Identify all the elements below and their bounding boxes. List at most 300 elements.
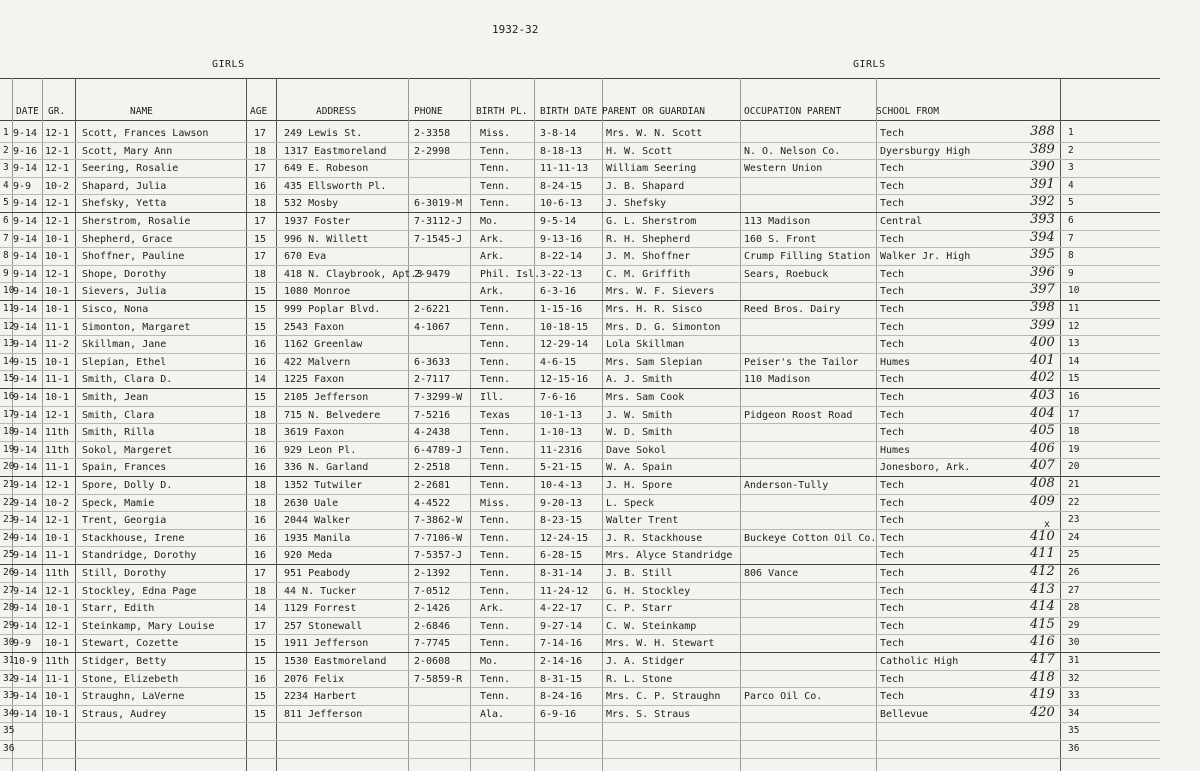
name-cell: Spain, Frances <box>82 462 167 474</box>
address-cell: 929 Leon Pl. <box>284 444 357 456</box>
date-cell: 9-14 <box>13 497 38 509</box>
birth-date-cell: 4-6-15 <box>540 356 577 368</box>
age-cell: 18 <box>254 427 267 439</box>
grade-cell: 10-1 <box>45 251 70 263</box>
birth-date-cell: 8-31-15 <box>540 673 583 685</box>
occupation-cell: Pidgeon Roost Road <box>744 409 853 421</box>
address-cell: 532 Mosby <box>284 198 339 210</box>
occupation-cell: 160 S. Front <box>744 233 817 245</box>
date-cell: 9-14 <box>13 532 38 544</box>
parent-cell: R. H. Shepherd <box>606 233 691 245</box>
birth-place-cell: Tenn. <box>480 620 511 632</box>
parent-cell: L. Speck <box>606 497 655 509</box>
name-cell: Standridge, Dorothy <box>82 550 197 562</box>
name-cell: Seering, Rosalie <box>82 163 179 175</box>
table-row <box>0 670 1200 688</box>
parent-cell: Mrs. Alyce Standridge <box>606 550 733 562</box>
grade-cell: 11-1 <box>45 550 70 562</box>
date-cell: 9-14 <box>13 462 38 474</box>
parent-cell: J. R. Stackhouse <box>606 532 703 544</box>
grade-cell: 11-1 <box>45 462 70 474</box>
right-row-number: 16 <box>1068 391 1080 402</box>
school-cell: Tech <box>880 691 905 703</box>
name-cell: Shoffner, Pauline <box>82 251 185 263</box>
birth-date-cell: 11-11-13 <box>540 163 589 175</box>
parent-cell: Mrs. W. F. Sievers <box>606 286 715 298</box>
birth-place-cell: Tenn. <box>480 515 511 527</box>
row-number: 34 <box>3 707 15 719</box>
record-number: 409 <box>1030 493 1055 509</box>
school-cell: Tech <box>880 339 905 351</box>
table-row <box>0 212 1200 230</box>
phone-cell: 4-1067 <box>414 321 451 333</box>
birth-date-cell: 7-6-16 <box>540 392 577 403</box>
address-cell: 435 Ellsworth Pl. <box>284 180 387 192</box>
header-address: ADDRESS <box>316 106 357 117</box>
grade-cell: 12-1 <box>45 128 70 139</box>
parent-cell: Dave Sokol <box>606 444 667 456</box>
school-cell: Bellevue <box>880 708 929 720</box>
row-number: 13 <box>3 338 15 350</box>
parent-cell: Walter Trent <box>606 515 679 527</box>
record-number: 391 <box>1030 176 1055 192</box>
name-cell: Stackhouse, Irene <box>82 532 185 544</box>
row-number: 26 <box>3 567 15 578</box>
right-row-number: 14 <box>1068 355 1080 367</box>
birth-place-cell: Miss. <box>480 497 511 509</box>
school-cell: Tech <box>880 620 905 632</box>
table-row <box>0 511 1200 529</box>
birth-place-cell: Tenn. <box>480 163 511 175</box>
address-cell: 2076 Felix <box>284 673 345 685</box>
parent-cell: G. L. Sherstrom <box>606 216 697 227</box>
address-cell: 1352 Tutwiler <box>284 480 363 491</box>
phone-cell: 2-1392 <box>414 568 451 579</box>
parent-cell: J. W. Smith <box>606 409 673 421</box>
table-row <box>0 177 1200 195</box>
birth-place-cell: Ark. <box>480 251 505 263</box>
occupation-cell: 113 Madison <box>744 216 811 227</box>
date-cell: 9-9 <box>13 180 32 192</box>
record-number: 403 <box>1030 388 1055 403</box>
address-cell: 249 Lewis St. <box>284 128 363 139</box>
right-row-number: 27 <box>1068 584 1080 596</box>
parent-cell: Mrs. H. R. Sisco <box>606 304 703 315</box>
right-row-number: 1 <box>1068 127 1074 138</box>
date-cell: 9-9 <box>13 638 32 650</box>
row-number: 17 <box>3 408 15 420</box>
header-occupation: OCCUPATION PARENT <box>744 106 842 117</box>
parent-cell: Mrs. S. Straus <box>606 708 691 720</box>
row-number: 28 <box>3 602 15 614</box>
x-mark: x <box>1044 519 1051 530</box>
age-cell: 15 <box>254 233 267 245</box>
age-cell: 18 <box>254 198 267 210</box>
address-cell: 1317 Eastmoreland <box>284 145 387 157</box>
age-cell: 15 <box>254 392 267 403</box>
age-cell: 15 <box>254 691 267 703</box>
birth-date-cell: 12-24-15 <box>540 532 589 544</box>
age-cell: 16 <box>254 444 267 456</box>
grade-cell: 10-2 <box>45 180 70 192</box>
grade-cell: 10-1 <box>45 286 70 298</box>
grade-cell: 11-1 <box>45 374 70 386</box>
name-cell: Sokol, Margeret <box>82 444 173 456</box>
occupation-cell: 110 Madison <box>744 374 811 386</box>
table-row <box>0 494 1200 512</box>
age-cell: 16 <box>254 462 267 474</box>
record-number: 389 <box>1030 141 1055 157</box>
school-cell: Tech <box>880 550 905 562</box>
phone-cell: 7-5357-J <box>414 550 463 562</box>
birth-date-cell: 9-27-14 <box>540 620 583 632</box>
parent-cell: Lola Skillman <box>606 339 685 351</box>
parent-cell: William Seering <box>606 163 697 175</box>
date-cell: 9-14 <box>13 620 38 632</box>
parent-cell: G. H. Stockley <box>606 585 691 597</box>
phone-cell: 2-3358 <box>414 128 451 139</box>
name-cell: Scott, Mary Ann <box>82 145 173 157</box>
birth-date-cell: 1-15-16 <box>540 304 583 315</box>
table-row <box>0 441 1200 459</box>
grade-cell: 11th <box>45 656 70 667</box>
grade-cell: 10-1 <box>45 638 70 650</box>
birth-date-cell: 5-21-15 <box>540 462 583 474</box>
birth-place-cell: Tenn. <box>480 427 511 439</box>
address-cell: 422 Malvern <box>284 356 351 368</box>
age-cell: 16 <box>254 356 267 368</box>
birth-date-cell: 10-4-13 <box>540 480 583 491</box>
phone-cell: 2-0608 <box>414 656 451 667</box>
right-row-number: 25 <box>1068 549 1080 561</box>
right-row-number: 35 <box>1068 725 1080 737</box>
parent-cell: A. J. Smith <box>606 374 673 386</box>
address-cell: 2630 Uale <box>284 497 339 509</box>
record-number: 420 <box>1030 704 1055 720</box>
parent-cell: J. A. Stidger <box>606 656 685 667</box>
birth-place-cell: Tenn. <box>480 585 511 597</box>
address-cell: 2543 Faxon <box>284 321 345 333</box>
date-cell: 10-9 <box>13 656 38 667</box>
grade-cell: 10-1 <box>45 233 70 245</box>
right-row-number: 21 <box>1068 479 1080 490</box>
record-number: 411 <box>1030 546 1055 562</box>
table-row <box>0 353 1200 371</box>
table-row <box>0 335 1200 353</box>
phone-cell: 7-5216 <box>414 409 451 421</box>
date-cell: 9-14 <box>13 427 38 439</box>
school-cell: Dyersburgy High <box>880 145 971 157</box>
address-cell: 1937 Foster <box>284 216 351 227</box>
right-row-number: 34 <box>1068 707 1080 719</box>
right-row-number: 23 <box>1068 514 1080 526</box>
grade-cell: 12-1 <box>45 620 70 632</box>
right-row-number: 30 <box>1068 637 1080 649</box>
phone-cell: 7-3112-J <box>414 216 463 227</box>
row-number: 6 <box>3 215 9 226</box>
header-grade: GR. <box>48 106 66 117</box>
birth-place-cell: Tenn. <box>480 374 511 386</box>
right-row-number: 8 <box>1068 250 1074 262</box>
record-number: 412 <box>1030 564 1055 579</box>
name-cell: Scott, Frances Lawson <box>82 128 209 139</box>
right-row-number: 11 <box>1068 303 1080 314</box>
school-cell: Tech <box>880 497 905 509</box>
record-number: 405 <box>1030 423 1055 439</box>
name-cell: Stewart, Cozette <box>82 638 179 650</box>
right-row-number: 5 <box>1068 197 1074 209</box>
table-row <box>0 705 1200 723</box>
phone-cell: 6-4789-J <box>414 444 463 456</box>
record-number: 416 <box>1030 634 1055 650</box>
age-cell: 14 <box>254 603 267 615</box>
birth-place-cell: Ark. <box>480 286 505 298</box>
date-cell: 9-14 <box>13 585 38 597</box>
right-row-number: 24 <box>1068 531 1080 543</box>
age-cell: 15 <box>254 321 267 333</box>
table-row <box>0 476 1200 494</box>
address-cell: 670 Eva <box>284 251 327 263</box>
date-cell: 9-14 <box>13 321 38 333</box>
school-cell: Tech <box>880 374 905 386</box>
right-row-number: 15 <box>1068 373 1080 385</box>
name-cell: Straughn, LaVerne <box>82 691 185 703</box>
right-row-number: 19 <box>1068 443 1080 455</box>
phone-cell: 7-3862-W <box>414 515 463 527</box>
school-cell: Tech <box>880 180 905 192</box>
table-row <box>0 564 1200 582</box>
school-cell: Jonesboro, Ark. <box>880 462 971 474</box>
date-cell: 9-14 <box>13 128 38 139</box>
name-cell: Shefsky, Yetta <box>82 198 167 210</box>
phone-cell: 2-7117 <box>414 374 451 386</box>
address-cell: 3619 Faxon <box>284 427 345 439</box>
table-row <box>0 194 1200 212</box>
right-row-number: 18 <box>1068 426 1080 438</box>
birth-date-cell: 9-20-13 <box>540 497 583 509</box>
grade-cell: 12-1 <box>45 145 70 157</box>
right-row-number: 28 <box>1068 602 1080 614</box>
birth-date-cell: 8-31-14 <box>540 568 583 579</box>
parent-cell: W. D. Smith <box>606 427 673 439</box>
right-row-number: 33 <box>1068 690 1080 702</box>
date-cell: 9-14 <box>13 480 38 491</box>
table-row <box>0 247 1200 265</box>
parent-cell: J. Shefsky <box>606 198 667 210</box>
name-cell: Sherstrom, Rosalie <box>82 216 191 227</box>
row-number: 25 <box>3 549 15 561</box>
table-row <box>0 652 1200 670</box>
row-number: 15 <box>3 373 15 385</box>
record-number: 417 <box>1030 652 1055 667</box>
age-cell: 17 <box>254 128 267 139</box>
date-cell: 9-16 <box>13 145 38 157</box>
birth-place-cell: Ala. <box>480 708 505 720</box>
date-cell: 9-14 <box>13 233 38 245</box>
school-cell: Tech <box>880 268 905 280</box>
row-number: 21 <box>3 479 15 490</box>
birth-date-cell: 12-15-16 <box>540 374 589 386</box>
birth-date-cell: 12-29-14 <box>540 339 589 351</box>
age-cell: 14 <box>254 374 267 386</box>
age-cell: 17 <box>254 251 267 263</box>
name-cell: Still, Dorothy <box>82 568 167 579</box>
parent-cell: H. W. Scott <box>606 145 673 157</box>
right-row-number: 10 <box>1068 285 1080 297</box>
record-number: 402 <box>1030 370 1055 386</box>
row-number: 9 <box>3 267 9 279</box>
school-cell: Tech <box>880 585 905 597</box>
name-cell: Straus, Audrey <box>82 708 167 720</box>
parent-cell: Mrs. C. P. Straughn <box>606 691 721 703</box>
phone-cell: 6-3019-M <box>414 198 463 210</box>
parent-cell: C. M. Griffith <box>606 268 691 280</box>
address-cell: 1080 Monroe <box>284 286 351 298</box>
phone-cell: 4-2438 <box>414 427 451 439</box>
school-cell: Tech <box>880 568 905 579</box>
birth-place-cell: Tenn. <box>480 550 511 562</box>
date-cell: 9-15 <box>13 356 38 368</box>
phone-cell: 4-4522 <box>414 497 451 509</box>
birth-place-cell: Tenn. <box>480 638 511 650</box>
birth-date-cell: 8-22-14 <box>540 251 583 263</box>
address-cell: 1530 Eastmoreland <box>284 656 387 667</box>
right-row-number: 7 <box>1068 232 1074 244</box>
rule-header <box>0 120 1160 121</box>
parent-cell: Mrs. W. N. Scott <box>606 128 703 139</box>
row-number: 5 <box>3 197 9 209</box>
record-number: 404 <box>1030 405 1055 421</box>
row-number: 36 <box>3 743 15 754</box>
address-cell: 418 N. Claybrook, Apt.3 <box>284 268 423 280</box>
table-row <box>0 388 1200 406</box>
occupation-cell: Parco Oil Co. <box>744 691 823 703</box>
record-number: 400 <box>1030 335 1055 351</box>
name-cell: Skillman, Jane <box>82 339 167 351</box>
phone-cell: 2-1426 <box>414 603 451 615</box>
parent-cell: Mrs. D. G. Simonton <box>606 321 721 333</box>
date-cell: 9-14 <box>13 304 38 315</box>
phone-cell: 2-9479 <box>414 268 451 280</box>
table-row <box>0 159 1200 177</box>
date-cell: 9-14 <box>13 691 38 703</box>
name-cell: Smith, Clara <box>82 409 155 421</box>
school-cell: Central <box>880 216 923 227</box>
birth-place-cell: Tenn. <box>480 532 511 544</box>
phone-cell: 2-6221 <box>414 304 451 315</box>
age-cell: 18 <box>254 145 267 157</box>
occupation-cell: Buckeye Cotton Oil Co. <box>744 532 877 544</box>
table-row <box>0 599 1200 617</box>
birth-place-cell: Tenn. <box>480 444 511 456</box>
occupation-cell: Crump Filling Station <box>744 251 871 263</box>
birth-place-cell: Ark. <box>480 233 505 245</box>
age-cell: 17 <box>254 620 267 632</box>
table-row <box>0 722 1200 740</box>
phone-cell: 2-2998 <box>414 145 451 157</box>
table-row <box>0 582 1200 600</box>
birth-place-cell: Tenn. <box>480 198 511 210</box>
birth-date-cell: 8-23-15 <box>540 515 583 527</box>
address-cell: 1225 Faxon <box>284 374 345 386</box>
birth-date-cell: 7-14-16 <box>540 638 583 650</box>
phone-cell: 7-5859-R <box>414 673 463 685</box>
address-cell: 649 E. Robeson <box>284 163 369 175</box>
school-cell: Tech <box>880 233 905 245</box>
age-cell: 15 <box>254 656 267 667</box>
row-number: 22 <box>3 496 15 508</box>
age-cell: 16 <box>254 550 267 562</box>
grade-cell: 10-1 <box>45 392 70 403</box>
occupation-cell: Sears, Roebuck <box>744 268 829 280</box>
table-row <box>0 687 1200 705</box>
birth-place-cell: Ark. <box>480 603 505 615</box>
row-number: 3 <box>3 162 9 174</box>
birth-place-cell: Tenn. <box>480 356 511 368</box>
address-cell: 2044 Walker <box>284 515 351 527</box>
grade-cell: 12-1 <box>45 515 70 527</box>
table-row <box>0 318 1200 336</box>
row-number: 10 <box>3 285 15 297</box>
date-cell: 9-14 <box>13 568 38 579</box>
record-number: 407 <box>1030 458 1055 474</box>
birth-date-cell: 1-10-13 <box>540 427 583 439</box>
school-cell: Catholic High <box>880 656 959 667</box>
right-row-number: 4 <box>1068 179 1074 191</box>
phone-cell: 7-3299-W <box>414 392 463 403</box>
school-cell: Tech <box>880 409 905 421</box>
birth-date-cell: 6-9-16 <box>540 708 577 720</box>
name-cell: Shapard, Julia <box>82 180 167 192</box>
birth-place-cell: Tenn. <box>480 673 511 685</box>
address-cell: 2234 Harbert <box>284 691 357 703</box>
right-row-number: 13 <box>1068 338 1080 350</box>
birth-place-cell: Tenn. <box>480 462 511 474</box>
grade-cell: 12-1 <box>45 585 70 597</box>
age-cell: 18 <box>254 409 267 421</box>
right-row-number: 29 <box>1068 619 1080 631</box>
grade-cell: 10-1 <box>45 708 70 720</box>
date-cell: 9-14 <box>13 374 38 386</box>
name-cell: Simonton, Margaret <box>82 321 191 333</box>
grade-cell: 10-1 <box>45 304 70 315</box>
header-name: NAME <box>130 106 153 117</box>
school-cell: Tech <box>880 427 905 439</box>
header-parent: PARENT OR GUARDIAN <box>602 106 705 117</box>
parent-cell: Mrs. Sam Cook <box>606 392 685 403</box>
parent-cell: C. P. Starr <box>606 603 673 615</box>
school-cell: Tech <box>880 515 905 527</box>
row-number: 8 <box>3 250 9 262</box>
date-cell: 9-14 <box>13 673 38 685</box>
school-cell: Humes <box>880 444 911 456</box>
school-cell: Tech <box>880 128 905 139</box>
birth-place-cell: Tenn. <box>480 480 511 491</box>
age-cell: 16 <box>254 673 267 685</box>
name-cell: Spore, Dolly D. <box>82 480 173 491</box>
record-number: 401 <box>1030 352 1055 368</box>
date-cell: 9-14 <box>13 444 38 456</box>
grade-cell: 10-1 <box>45 603 70 615</box>
table-row <box>0 406 1200 424</box>
phone-cell: 2-2681 <box>414 480 451 491</box>
birth-place-cell: Tenn. <box>480 145 511 157</box>
parent-cell: J. M. Shoffner <box>606 251 691 263</box>
name-cell: Steinkamp, Mary Louise <box>82 620 215 632</box>
grade-cell: 12-1 <box>45 163 70 175</box>
table-row <box>0 142 1200 160</box>
birth-date-cell: 3-8-14 <box>540 128 577 139</box>
